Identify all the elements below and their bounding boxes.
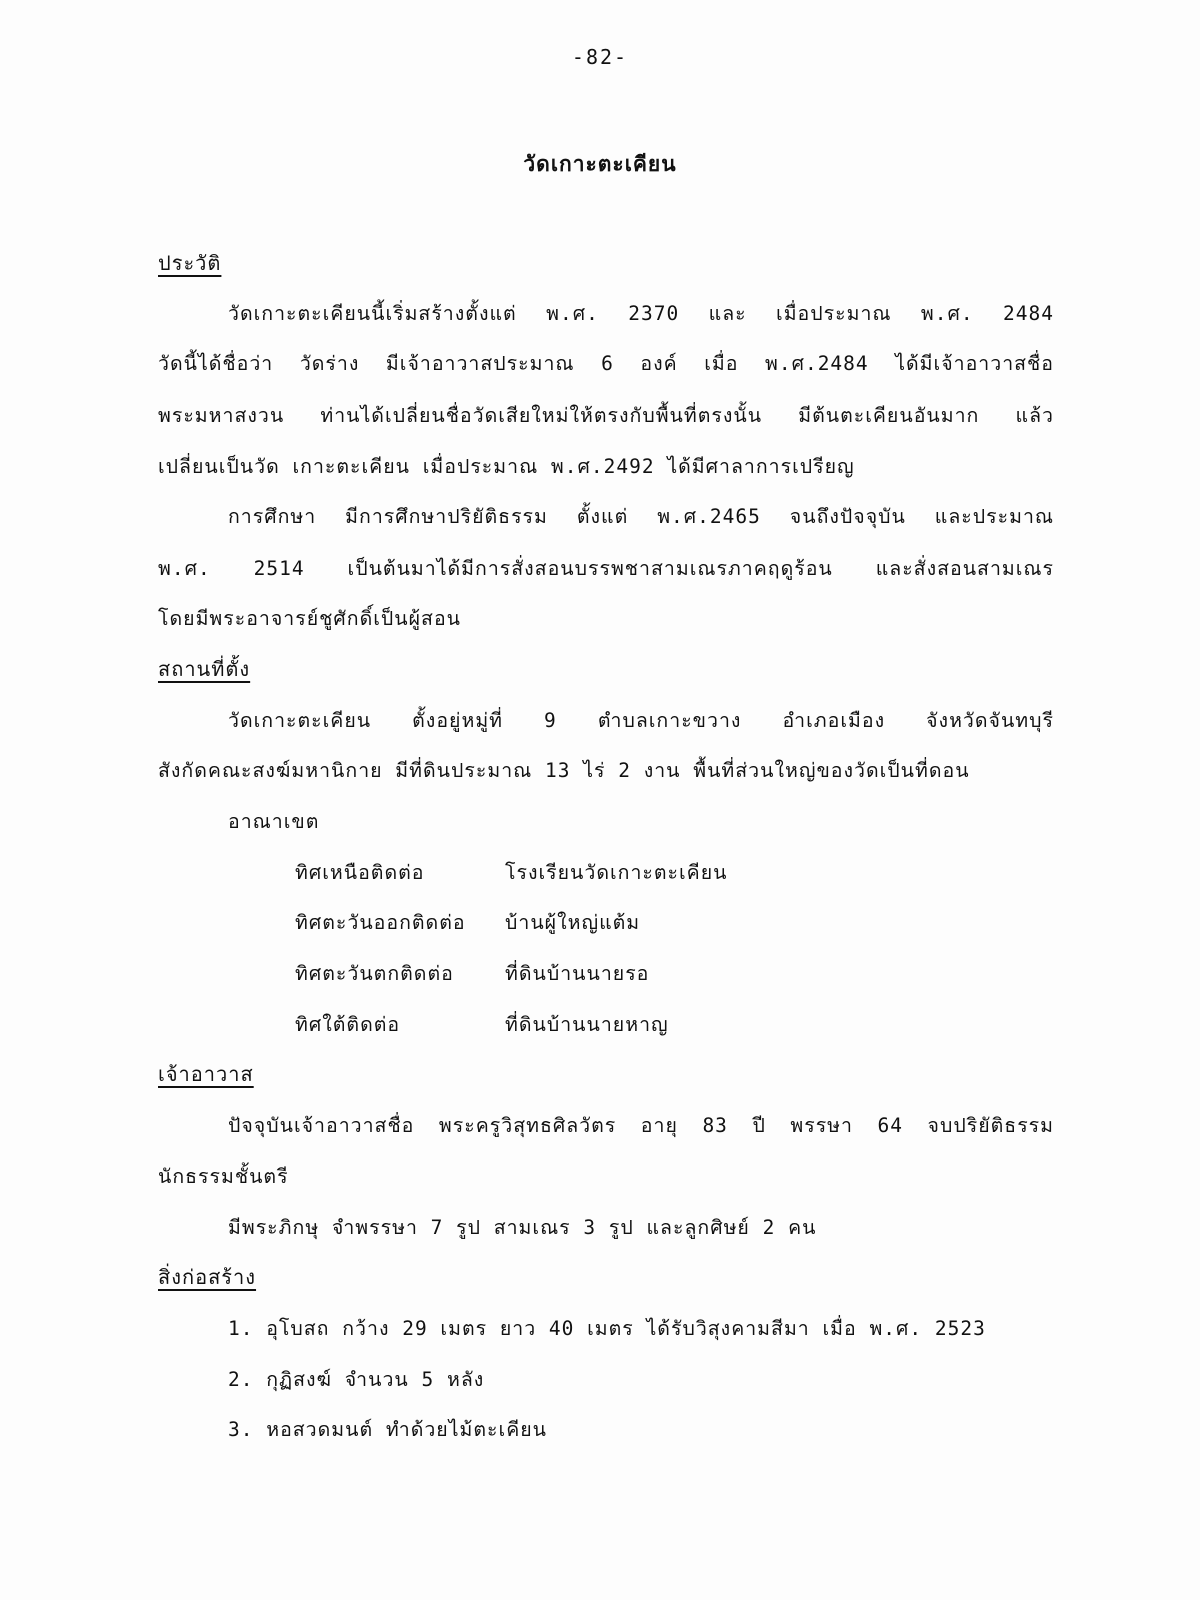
abbot-line-2: นักธรรมชั้นตรี: [158, 1165, 289, 1188]
boundary-north-value: โรงเรียนวัดเกาะตะเคียน: [505, 861, 728, 884]
history-heading: ประวัติ: [158, 251, 222, 275]
history-line-4: เปลี่ยนเป็นวัด เกาะตะเคียน เมื่อประมาณ พ.ศ.2492 ได้มีศาลาการเปรียญ: [158, 455, 855, 478]
history-line-2: วัดนี้ได้ชื่อว่า วัดร่าง มีเจ้าอาวาสประมาณ 6 องค์ เมื่อ พ.ศ.2484 ได้มีเจ้าอาวาสชื่อ: [158, 352, 1054, 375]
education-line-1: การศึกษา มีการศึกษาปริยัติธรรม ตั้งแต่ พ.ศ.2465 จนถึงปัจจุบัน และประมาณ: [228, 505, 1054, 528]
abbot-line-1: ปัจจุบันเจ้าอาวาสชื่อ พระครูวิสุทธศิลวัตร อายุ 83 ปี พรรษา 64 จบปริยัติธรรม: [228, 1114, 1054, 1137]
history-line-1: วัดเกาะตะเคียนนี้เริ่มสร้างตั้งแต่ พ.ศ. 2370 และ เมื่อประมาณ พ.ศ. 2484: [228, 302, 1054, 325]
page-number: -82-: [571, 45, 629, 69]
boundary-label: อาณาเขต: [228, 810, 320, 833]
boundary-north-direction: ทิศเหนือติดต่อ: [295, 861, 425, 884]
document-title: วัดเกาะตะเคียน: [523, 152, 677, 176]
boundary-south-direction: ทิศใต้ติดต่อ: [295, 1013, 401, 1036]
boundary-east-direction: ทิศตะวันออกติดต่อ: [295, 911, 466, 934]
education-line-2: พ.ศ. 2514 เป็นต้นมาได้มีการสั่งสอนบรรพชาสามเณรภาคฤดูร้อน และสั่งสอนสามเณร: [158, 557, 1054, 580]
building-item-2: 2. กุฏิสงฆ์ จำนวน 5 หลัง: [228, 1368, 485, 1391]
buildings-heading: สิ่งก่อสร้าง: [158, 1265, 257, 1289]
building-item-1: 1. อุโบสถ กว้าง 29 เมตร ยาว 40 เมตร ได้รับวิสุงคามสีมา เมื่อ พ.ศ. 2523: [228, 1317, 986, 1340]
history-line-3: พระมหาสงวน ท่านได้เปลี่ยนชื่อวัดเสียใหม่ให้ตรงกับพื้นที่ตรงนั้น มีต้นตะเคียนอันมาก แล้ว: [158, 404, 1054, 427]
boundary-south-value: ที่ดินบ้านนายหาญ: [505, 1013, 669, 1036]
monks-line: มีพระภิกษุ จำพรรษา 7 รูป สามเณร 3 รูป และลูกศิษย์ 2 คน: [228, 1216, 817, 1239]
boundary-west-value: ที่ดินบ้านนายรอ: [505, 962, 650, 985]
location-heading: สถานที่ตั้ง: [158, 657, 251, 681]
education-line-3: โดยมีพระอาจารย์ชูศักดิ์เป็นผู้สอน: [158, 607, 461, 630]
building-item-3: 3. หอสวดมนต์ ทำด้วยไม้ตะเคียน: [228, 1418, 547, 1441]
boundary-west-direction: ทิศตะวันตกติดต่อ: [295, 962, 454, 985]
boundary-east-value: บ้านผู้ใหญ่แต้ม: [505, 911, 641, 934]
location-line-1: วัดเกาะตะเคียน ตั้งอยู่หมู่ที่ 9 ตำบลเกาะขวาง อำเภอเมือง จังหวัดจันทบุรี: [228, 709, 1054, 732]
abbot-heading: เจ้าอาวาส: [158, 1062, 254, 1086]
location-line-2: สังกัดคณะสงฆ์มหานิกาย มีที่ดินประมาณ 13 ไร่ 2 งาน พื้นที่ส่วนใหญ่ของวัดเป็นที่ดอน: [158, 759, 970, 782]
